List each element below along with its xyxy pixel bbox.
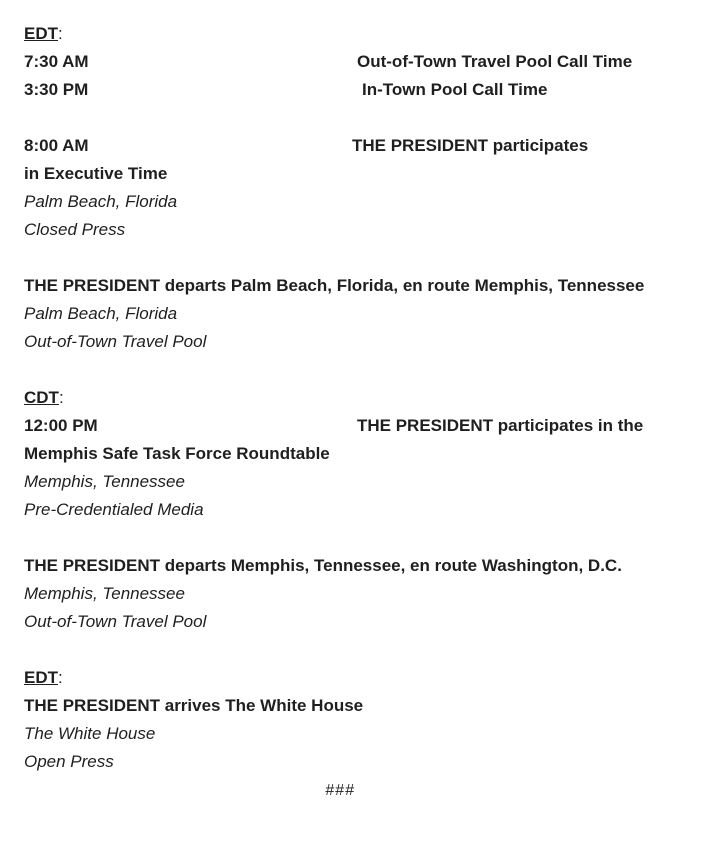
pool-call-time: 3:30 PM [24,80,89,99]
timezone-label: EDT [24,668,58,687]
event-location: Memphis, Tennessee [24,584,185,603]
timezone-label: CDT [24,388,59,407]
timezone-colon: : [58,668,63,687]
event-location: Palm Beach, Florida [24,304,178,323]
event-title-continued: Memphis Safe Task Force Roundtable [24,444,330,463]
timezone-heading-edt [24,664,704,692]
event-coverage: Closed Press [24,220,126,239]
pool-call-event: In-Town Pool Call Time [362,80,548,99]
timezone-colon: : [58,24,63,43]
event-title: THE PRESIDENT departs Palm Beach, Florida, en route Memphis, Tennessee [24,276,645,295]
event-title: THE PRESIDENT participates in the [357,416,644,435]
timezone-heading-cdt [24,384,704,412]
spacer [24,356,704,384]
event-time: 12:00 PM [24,416,98,435]
event-title: THE PRESIDENT departs Memphis, Tennessee, en route Washington, D.C. [24,556,622,575]
schedule-body [24,20,704,776]
spacer [24,104,704,132]
timezone-label: EDT [24,24,58,43]
pool-call-time: 7:30 AM [24,52,89,71]
event-coverage: Pre-Credentialed Media [24,500,204,519]
event-title: THE PRESIDENT participates [352,136,589,155]
event-coverage: Out-of-Town Travel Pool [24,612,207,631]
pool-call-event: Out-of-Town Travel Pool Call Time [357,52,633,71]
event-coverage: Out-of-Town Travel Pool [24,332,207,351]
event-title: THE PRESIDENT arrives The White House [24,696,364,715]
event-title-continued: in Executive Time [24,164,168,183]
pool-call-row [24,76,704,104]
spacer [24,636,704,664]
event-location: The White House [24,724,156,743]
event-location: Palm Beach, Florida [24,192,178,211]
end-of-schedule-mark: ### [325,782,355,799]
timezone-heading-edt [24,20,704,48]
event-time-row [24,412,704,440]
event-coverage: Open Press [24,752,114,771]
timezone-colon: : [58,388,64,407]
event-time-row [24,132,704,160]
pool-call-row [24,48,704,76]
spacer [24,524,704,552]
spacer [24,244,704,272]
event-time: 8:00 AM [24,136,89,155]
event-location: Memphis, Tennessee [24,472,185,491]
